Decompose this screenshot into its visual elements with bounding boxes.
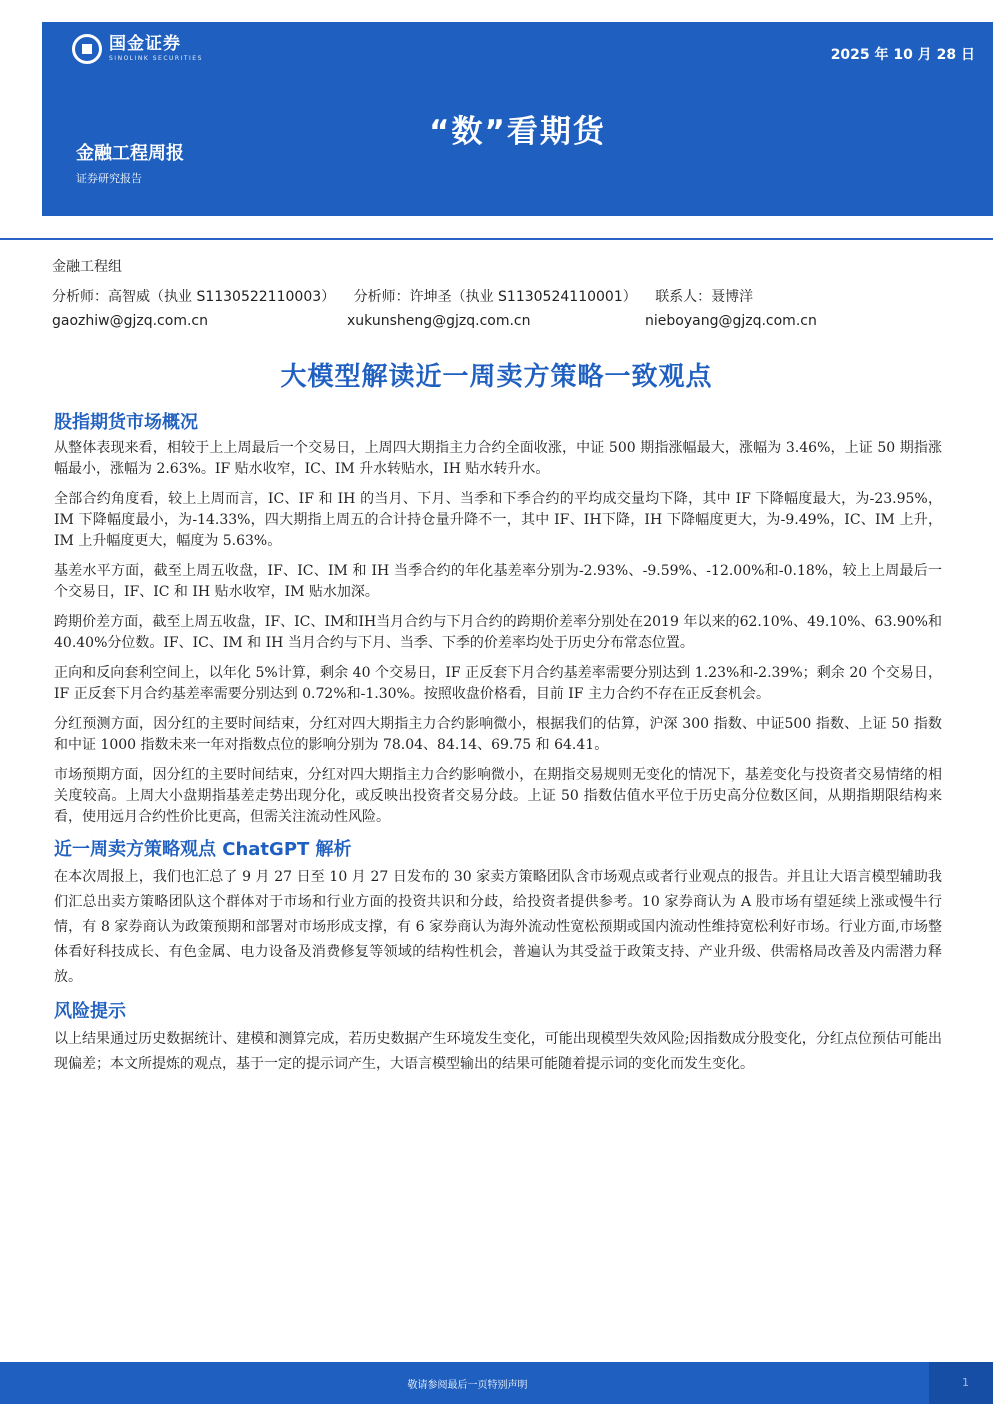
analyst-line	[52, 286, 767, 306]
section-heading: 近一周卖方策略观点 ChatGPT 解析	[54, 839, 352, 860]
report-title: “数”看期货	[429, 114, 606, 150]
header-banner	[42, 22, 993, 216]
header-divider	[0, 238, 993, 240]
paragraph: 从整体表现来看，相较于上上周最后一个交易日，上周四大期指主力合约全面收涨，中证 500 期指涨幅最大，涨幅为 3.46%，上证 50 期指涨幅最小，涨幅为 2.63%。IF 贴水收窄，IC、IM 升水转贴水，IH 贴水转升水。	[54, 440, 942, 477]
paragraph: 基差水平方面，截至上周五收盘，IF、IC、IM 和 IH 当季合约的年化基差率分别为-2.93%、-9.59%、-12.00%和-0.18%，较上上周最后一个交易日，IF、IC 和 IH 贴水收窄，IM 贴水加深。	[54, 563, 942, 600]
company-logo	[72, 34, 203, 64]
report-type: 证券研究报告	[76, 172, 142, 185]
paragraph: 跨期价差方面，截至上周五收盘，IF、IC、IM和IH当月合约与下月合约的跨期价差率分别处在2019 年以来的62.10%、49.10%、63.90%和 40.40%分位数。IF、IC、IM 和 IH 当月合约与下月、当季、下季的价差率均处于历史分布常态位置。	[54, 614, 942, 651]
report-series: 金融工程周报	[76, 143, 184, 164]
logo-icon	[72, 34, 102, 64]
section-market-overview	[54, 410, 942, 828]
team-name: 金融工程组	[52, 259, 122, 275]
section-heading: 股指期货市场概况	[54, 412, 198, 433]
paragraph: 以上结果通过历史数据统计、建模和测算完成，若历史数据产生环境发生变化，可能出现模型失效风险;因指数成分股变化，分红点位预估可能出现偏差；本文所提炼的观点，基于一定的提示词产生，大语言模型输出的结果可能随着提示词的变化而发生变化。	[54, 1031, 942, 1072]
paragraph: 正向和反向套利空间上，以年化 5%计算，剩余 40 个交易日，IF 正反套下月合约基差率需要分别达到 1.23%和-2.39%；剩余 20 个交易日，IF 正反套下月合约基差率需要分别达到 0.72%和-1.30%。按照收盘价格看，目前 IF 主力合约不存在正反套机会。	[54, 665, 942, 702]
paragraph: 全部合约角度看，较上上周而言，IC、IF 和 IH 的当月、下月、当季和下季合约的平均成交量均下降，其中 IF 下降幅度最大，为-23.95%，IM 下降幅度最小，为-14.33%，四大期指上周五的合计持仓量升降不一，其中 IF、IH下降，IH 下降幅度更大，为-9.49%，IC、IM 上升，IM 上升幅度更大，幅度为 5.63%。	[54, 491, 942, 549]
contact-person: 联系人：聂博洋	[655, 289, 754, 305]
section-chatgpt-analysis	[54, 837, 942, 990]
brand-name-en: SINOLINK SECURITIES	[109, 55, 203, 62]
section-heading: 风险提示	[54, 1001, 126, 1022]
analyst-2: 分析师：许坤圣（执业 S1130524110001）	[353, 289, 637, 305]
paragraph: 在本次周报上，我们也汇总了 9 月 27 日至 10 月 27 日发布的 30 家卖方策略团队含市场观点或者行业观点的报告。并且让大语言模型辅助我们汇总出卖方策略团队这个群体对于市场和行业方面的投资共识和分歧，给投资者提供参考。10 家券商认为 A 股市场有望延续上涨或慢牛行情，有 8 家券商认为政策预期和部署对市场形成支撑，有 6 家券商认为海外流动性宽松预期或国内流动性维持宽松利好市场。行业方面,市场整体看好科技成长、有色金属、电力设备及消费修复等领域的结构性机会，普遍认为其受益于政策支持、产业升级、供需格局改善及内需潜力释放。	[54, 869, 942, 985]
email-3[interactable]: nieboyang@gjzq.com.cn	[645, 313, 817, 329]
page-number: 1	[962, 1376, 969, 1389]
report-date: 2025 年 10 月 28 日	[830, 47, 975, 63]
report-body	[54, 410, 942, 1086]
paragraph: 分红预测方面，因分红的主要时间结束，分红对四大期指主力合约影响微小，根据我们的估算，沪深 300 指数、中证500 指数、上证 50 指数和中证 1000 指数未来一年对指数点位的影响分别为 78.04、84.14、69.75 和 64.41。	[54, 716, 942, 753]
analyst-1: 分析师：高智威（执业 S1130522110003）	[52, 289, 336, 305]
brand-name: 国金证券	[109, 34, 181, 54]
section-risk-warning	[54, 999, 942, 1077]
paragraph: 市场预期方面，因分红的主要时间结束，分红对四大期指主力合约影响微小，在期指交易规则无变化的情况下，基差变化与投资者交易情绪的相关度较高。上周大小盘期指基差走势出现分化，或反映出投资者交易分歧。上证 50 指数估值水平位于历史高分位数区间，从期指期限结构来看，使用远月合约性价比更高，但需关注流动性风险。	[54, 767, 942, 825]
email-2[interactable]: xukunsheng@gjzq.com.cn	[347, 313, 531, 329]
document-title: 大模型解读近一周卖方策略一致观点	[280, 362, 713, 392]
page-footer	[0, 1362, 993, 1404]
email-1[interactable]: gaozhiw@gjzq.com.cn	[52, 313, 208, 329]
page-number-box	[929, 1362, 993, 1404]
disclaimer-notice: 敬请参阅最后一页特别声明	[407, 1380, 528, 1391]
